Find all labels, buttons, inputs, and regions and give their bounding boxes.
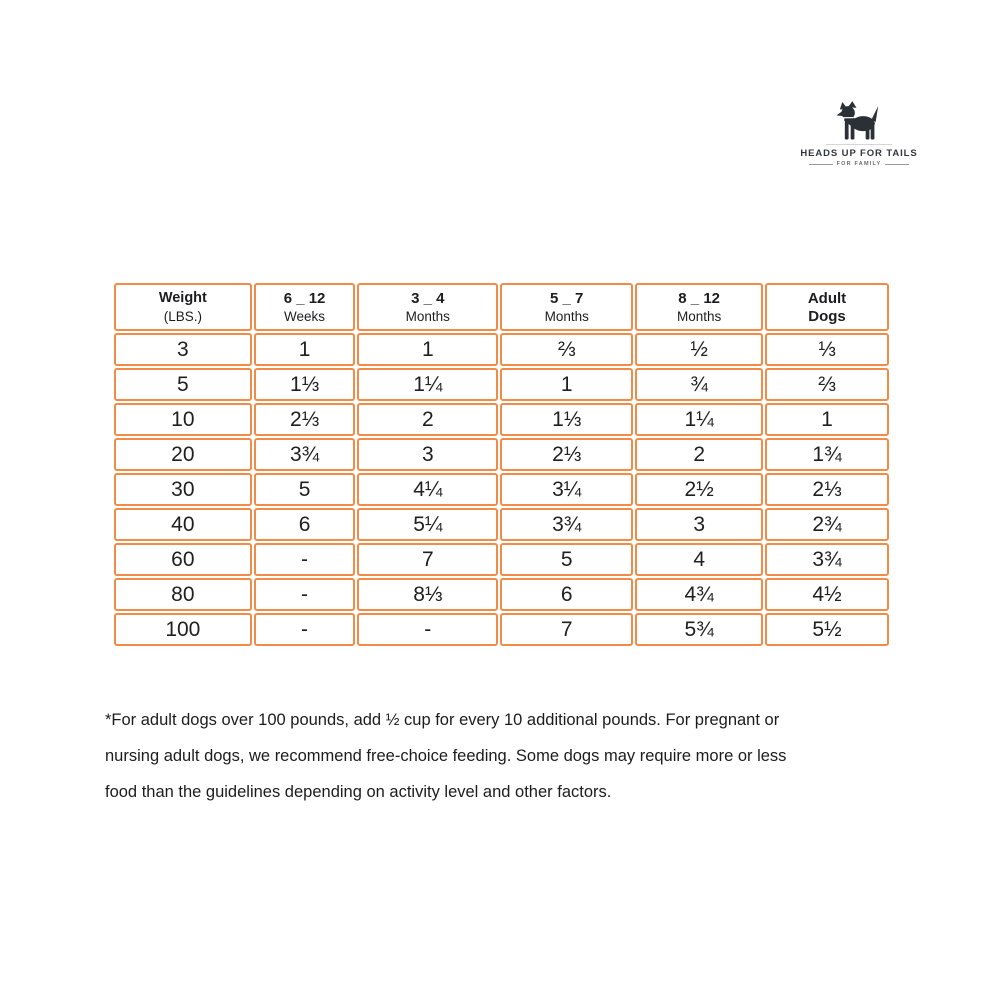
amount-cell: 6: [254, 508, 356, 541]
weight-cell: 40: [114, 508, 252, 541]
amount-cell: 1: [765, 403, 889, 436]
amount-cell: 1: [254, 333, 356, 366]
amount-cell: 3¼: [500, 473, 633, 506]
weight-cell: 80: [114, 578, 252, 611]
amount-cell: 5½: [765, 613, 889, 646]
table-row: [114, 613, 889, 646]
amount-cell: 4¾: [635, 578, 763, 611]
amount-cell: 5: [500, 543, 633, 576]
feeding-note: [105, 702, 915, 810]
table-row: [114, 543, 889, 576]
table-row: [114, 368, 889, 401]
amount-cell: 3: [357, 438, 498, 471]
tagline-text: FOR FAMILY: [836, 161, 882, 167]
amount-cell: 6: [500, 578, 633, 611]
amount-cell: 2⅓: [765, 473, 889, 506]
amount-cell: -: [357, 613, 498, 646]
dog-logo-icon: [834, 100, 884, 144]
amount-cell: ¾: [635, 368, 763, 401]
logo-ground-line: [826, 144, 892, 145]
amount-cell: -: [254, 613, 356, 646]
weight-cell: 30: [114, 473, 252, 506]
column-header-line2: (LBS.): [163, 309, 202, 324]
amount-cell: 1: [357, 333, 498, 366]
amount-cell: 5¾: [635, 613, 763, 646]
column-header-line2: Weeks: [284, 309, 326, 324]
amount-cell: 1¾: [765, 438, 889, 471]
amount-cell: 1¼: [357, 368, 498, 401]
amount-cell: 1: [500, 368, 633, 401]
column-header: [254, 283, 356, 331]
amount-cell: 2⅓: [500, 438, 633, 471]
amount-cell: 5¼: [357, 508, 498, 541]
column-header: [114, 283, 252, 331]
amount-cell: 7: [500, 613, 633, 646]
amount-cell: ⅔: [500, 333, 633, 366]
table-row: [114, 508, 889, 541]
amount-cell: 8⅓: [357, 578, 498, 611]
column-header-line1: Weight: [158, 290, 207, 306]
amount-cell: 5: [254, 473, 356, 506]
amount-cell: 4¼: [357, 473, 498, 506]
note-line-1: *For adult dogs over 100 pounds, add ½ cup for every 10 additional pounds. For pregnant or: [105, 711, 780, 729]
amount-cell: 3¾: [765, 543, 889, 576]
amount-cell: -: [254, 578, 356, 611]
column-header-line2: Months: [544, 309, 589, 324]
column-header-line1: 6 _ 12: [283, 290, 326, 307]
note-line-2: nursing adult dogs, we recommend free-choice feeding. Some dogs may require more or less: [105, 747, 787, 765]
weight-cell: 10: [114, 403, 252, 436]
amount-cell: 3¾: [254, 438, 356, 471]
amount-cell: 4: [635, 543, 763, 576]
weight-cell: 20: [114, 438, 252, 471]
column-header-line2: Dogs: [808, 308, 846, 325]
amount-cell: 1¼: [635, 403, 763, 436]
column-header-line1: 3 _ 4: [411, 290, 445, 307]
column-header-line1: 8 _ 12: [678, 290, 721, 307]
column-header: [635, 283, 763, 331]
note-line-3: food than the guidelines depending on activity level and other factors.: [105, 783, 612, 801]
weight-cell: 5: [114, 368, 252, 401]
weight-cell: 3: [114, 333, 252, 366]
tagline-rule-left: [809, 164, 833, 165]
table-row: [114, 403, 889, 436]
feeding-chart-table: [112, 281, 891, 648]
amount-cell: 2: [635, 438, 763, 471]
amount-cell: 3¾: [500, 508, 633, 541]
amount-cell: 4½: [765, 578, 889, 611]
amount-cell: 3: [635, 508, 763, 541]
table-row: [114, 438, 889, 471]
brand-tagline: [797, 161, 921, 167]
amount-cell: 2½: [635, 473, 763, 506]
amount-cell: 2⅓: [254, 403, 356, 436]
column-header-line2: Months: [677, 309, 722, 324]
tagline-rule-right: [885, 164, 909, 165]
weight-cell: 60: [114, 543, 252, 576]
amount-cell: 2: [357, 403, 498, 436]
table-row: [114, 333, 889, 366]
column-header: [500, 283, 633, 331]
feeding-table-head: [114, 283, 889, 331]
header-row: [114, 283, 889, 331]
amount-cell: ⅔: [765, 368, 889, 401]
amount-cell: 1⅓: [500, 403, 633, 436]
brand-name: HEADS UP FOR TAILS: [800, 148, 918, 159]
column-header-line2: Months: [405, 309, 450, 324]
amount-cell: 2¾: [765, 508, 889, 541]
feeding-table-body: [114, 333, 889, 646]
column-header-line1: 5 _ 7: [550, 290, 584, 307]
column-header: [765, 283, 889, 331]
table-row: [114, 578, 889, 611]
column-header: [357, 283, 498, 331]
column-header-line1: Adult: [807, 290, 847, 307]
brand-logo: [797, 100, 921, 167]
amount-cell: 1⅓: [254, 368, 356, 401]
weight-cell: 100: [114, 613, 252, 646]
amount-cell: ⅓: [765, 333, 889, 366]
amount-cell: 7: [357, 543, 498, 576]
amount-cell: ½: [635, 333, 763, 366]
amount-cell: -: [254, 543, 356, 576]
table-row: [114, 473, 889, 506]
